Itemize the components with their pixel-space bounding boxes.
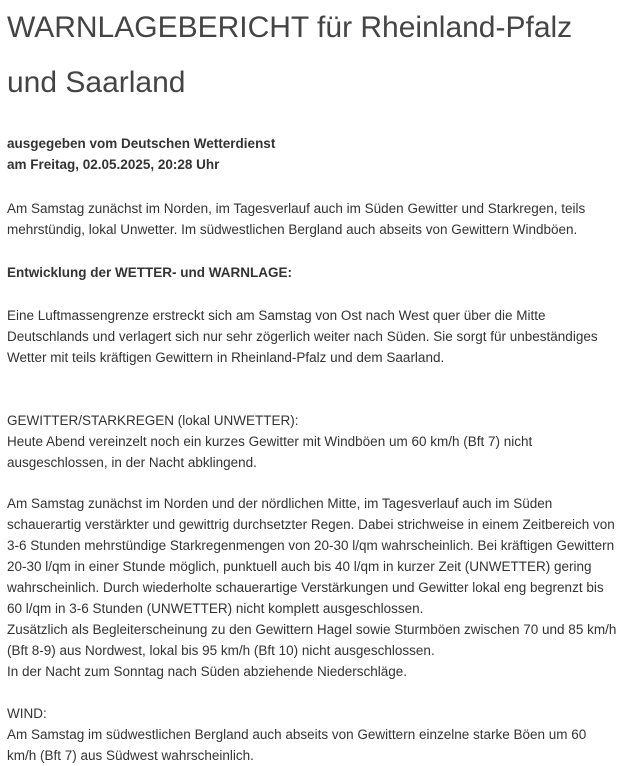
development-paragraph: Eine Luftmassengrenze erstreckt sich am Samstag von Ost nach West quer über die Mitte Deutschlands und verlagert sich nur sehr zögerlich weiter nach Süden. Sie sorgt für unbeständiges Wetter mit teils kräftigen Gewittern in Rheinland-Pfalz und dem Saarland. [7,308,598,365]
thunderstorm-heading: GEWITTER/STARKREGEN (lokal UNWETTER): [7,413,299,428]
page-title-line-2: und Saarland [7,66,186,99]
page-title [7,0,619,110]
thunderstorm-night-text: In der Nacht zum Sonntag nach Süden abziehende Niederschläge. [7,664,408,679]
wind-text: Am Samstag im südwestlichen Bergland auch abseits von Gewittern einzelne starke Böen um 60 km/h (Bft 7) aus Südwest wahrscheinlich. [7,727,587,763]
thunderstorm-section [7,410,619,473]
issue-info [7,133,619,175]
issue-date-line: am Freitag, 02.05.2025, 20:28 Uhr [7,157,220,172]
thunderstorm-hail-text: Zusätzlich als Begleiterscheinung zu den Gewittern Hagel sowie Sturmböen zwischen 70 und 85 km/h (Bft 8-9) aus Nordwest, lokal bis 95 km/h (Bft 10) nicht ausgeschlossen. [7,622,617,658]
development-heading: Entwicklung der WETTER- und WARNLAGE: [7,265,292,280]
wind-section [7,703,619,766]
thunderstorm-saturday-text: Am Samstag zunächst im Norden und der nördlichen Mitte, im Tagesverlauf auch im Süden schauerartig verstärkter und gewittrig durchsetzter Regen. Dabei strichweise in einem Zeitbereich von 3-6 Stunden mehrstündige Starkregenmengen von 20-30 l/qm wahrscheinlich. Bei kräftigen Gewittern 20-30 l/qm in einer Stunde möglich, punktuell auch bis 40 l/qm in kurzer Zeit (UNWETTER) gering wahrscheinlich. Durch wiederholte schauerartige Verstärkungen und Gewitter lokal eng begrenzt bis 60 l/qm in 3-6 Stunden (UNWETTER) nicht komplett ausgeschlossen. [7,496,615,616]
issuer-line: ausgegeben vom Deutschen Wetterdienst [7,136,276,151]
thunderstorm-tonight-text: Heute Abend vereinzelt noch ein kurzes Gewitter mit Windböen um 60 km/h (Bft 7) nicht ausgeschlossen, in der Nacht abklingend. [7,434,533,470]
thunderstorm-details [7,493,619,682]
summary-paragraph: Am Samstag zunächst im Norden, im Tagesverlauf auch im Süden Gewitter und Starkregen, teils mehrstündig, lokal Unwetter. Im südwestlichen Bergland auch abseits von Gewittern Windböen. [7,201,586,237]
wind-heading: WIND: [7,706,47,721]
page-title-line-1: WARNLAGEBERICHT für Rheinland-Pfalz [7,11,573,44]
